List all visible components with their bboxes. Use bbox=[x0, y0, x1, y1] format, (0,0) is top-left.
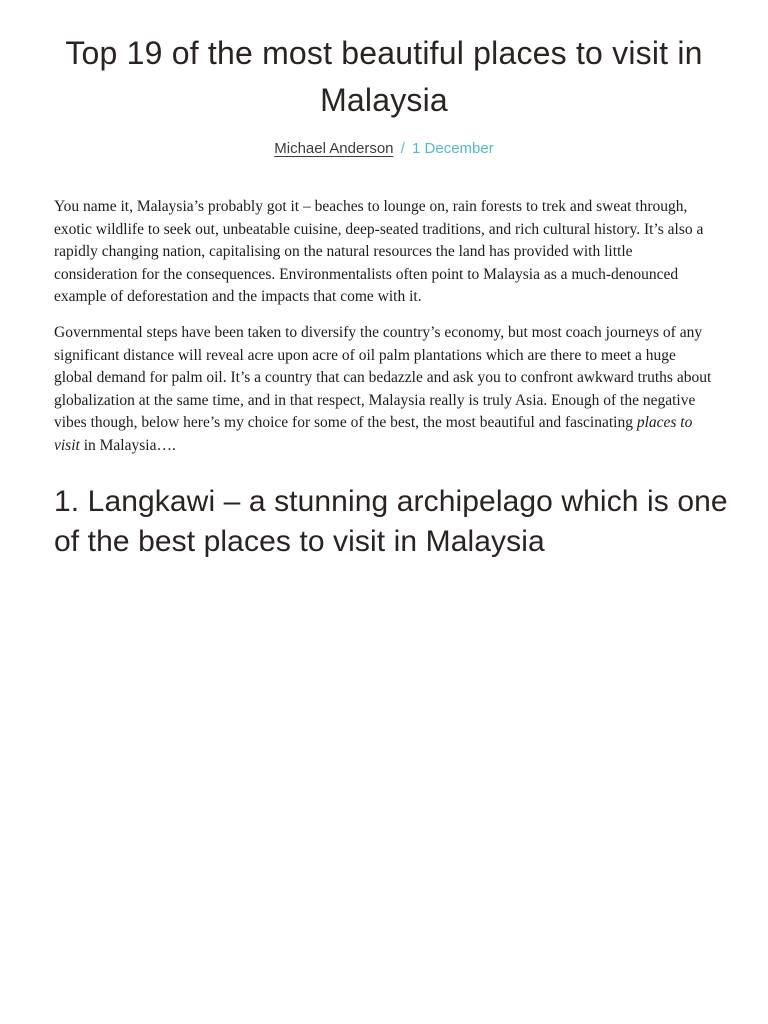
page-title: Top 19 of the most beautiful places to visit in Malaysia bbox=[65, 35, 703, 118]
byline bbox=[54, 139, 714, 159]
author-link[interactable]: Michael Anderson bbox=[274, 140, 394, 157]
byline-separator: / bbox=[400, 140, 405, 157]
intro-paragraph-2: Governmental steps have been taken to diversify the country’s economy, but most coach journeys of any significant distance will reveal acre upon acre of oil palm plantations which are there to meet a huge global demand for palm oil. It’s a country that can bedazzle and ask you to confront awkward truths about globalization at the same time, and in that respect, Malaysia really is truly Asia. Enough of the negative vibes though, below here’s my choice for some of the best, the most beautiful and fascinating places to visit in Malaysia…. bbox=[54, 323, 712, 454]
publish-date: 1 December bbox=[412, 140, 494, 157]
article-content bbox=[54, 30, 728, 562]
intro-paragraph-1: You name it, Malaysia’s probably got it – beaches to lounge on, rain forests to trek and sweat through, exotic wildlife to seek out, unbeatable cuisine, deep-seated traditions, and rich cultural history. It’s also a rapidly changing nation, capitalising on the natural resources the land has provided with little consideration for the consequences. Environmentalists often point to Malaysia as a much-denounced example of deforestation and the impacts that come with it. bbox=[54, 198, 704, 306]
section-heading-langkawi: 1. Langkawi – a stunning archipelago which is one of the best places to visit in Malaysia bbox=[54, 484, 728, 558]
